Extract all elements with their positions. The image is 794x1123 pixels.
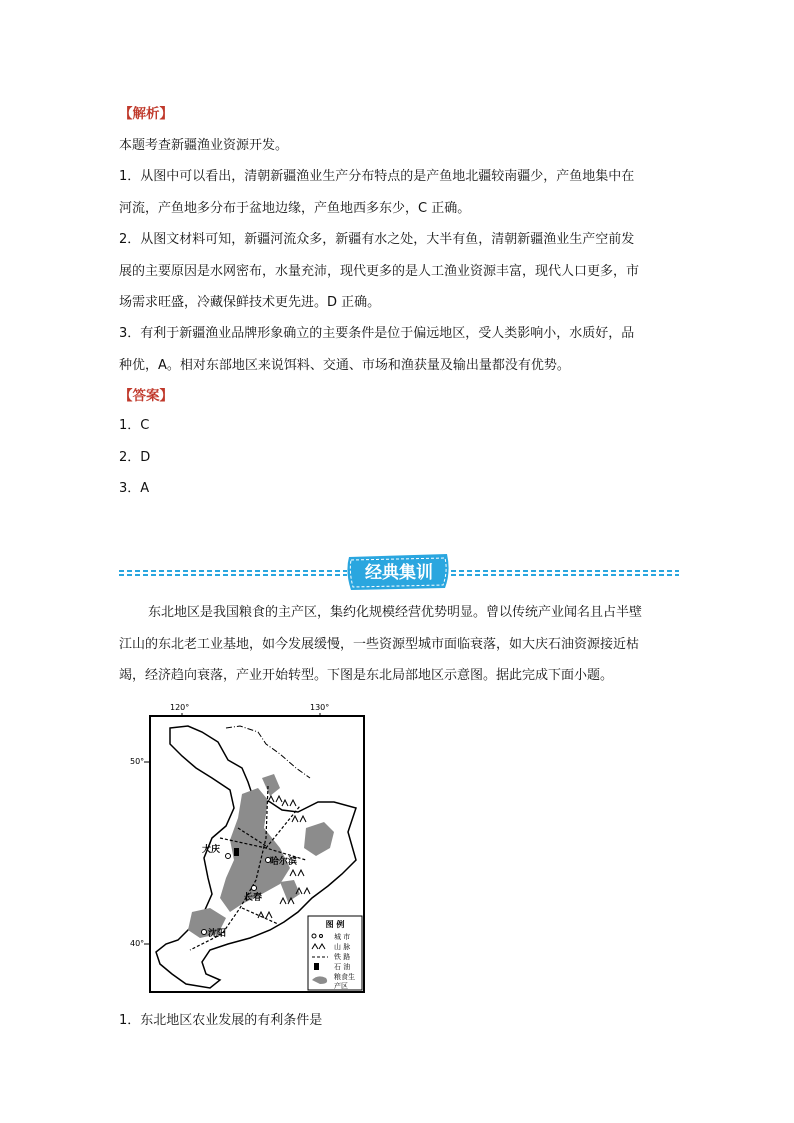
legend-railway: 铁 路 xyxy=(334,953,351,961)
analysis-q3-line2: 种优，A。相对东部地区来说饵料、交通、市场和渔获量及输出量都没有优势。 xyxy=(119,358,570,373)
answer-heading: 【答案】 xyxy=(119,388,173,404)
analysis-q2-line2: 展的主要原因是水网密布，水量充沛，现代更多的是人工渔业资源丰富，现代人口更多，市 xyxy=(119,264,640,279)
legend-title: 图 例 xyxy=(325,920,345,929)
label-lat-40: 40° xyxy=(130,939,145,948)
legend-mountain: 山 脉 xyxy=(334,943,351,951)
legend-grain-1: 粮食生 xyxy=(334,973,355,981)
analysis-q2-line1: 2．从图文材料可知，新疆河流众多，新疆有水之处，大半有鱼，清朝新疆渔业生产空前发 xyxy=(119,232,635,247)
analysis-intro: 本题考查新疆渔业资源开发。 xyxy=(119,138,289,153)
map-legend xyxy=(308,916,362,990)
northeast-map xyxy=(130,698,370,998)
question-1: 1．东北地区农业发展的有利条件是 xyxy=(119,1013,323,1028)
passage-line3: 竭，经济趋向衰落，产业开始转型。下图是东北局部地区示意图。据此完成下面小题。 xyxy=(119,668,614,683)
city-harbin: 哈尔滨 xyxy=(270,857,298,867)
banner-title: 经典集训 xyxy=(365,563,433,583)
answer-1: 1．C xyxy=(119,418,150,433)
legend-grain-2: 产区 xyxy=(334,982,348,990)
oil-icon xyxy=(234,848,239,856)
label-lon-130: 130° xyxy=(310,703,330,712)
analysis-q3-line1: 3．有利于新疆渔业品牌形象确立的主要条件是位于偏远地区，受人类影响小，水质好，品 xyxy=(119,326,635,341)
analysis-q1-line1: 1．从图中可以看出，清朝新疆渔业生产分布特点的是产鱼地北疆较南疆少，产鱼地集中在 xyxy=(119,169,635,184)
answer-2: 2．D xyxy=(119,450,151,465)
city-shenyang: 沈阳 xyxy=(208,929,227,939)
analysis-q2-line3: 场需求旺盛，冷藏保鲜技术更先进。D 正确。 xyxy=(119,295,381,310)
section-banner xyxy=(119,552,679,592)
label-lat-50: 50° xyxy=(130,757,145,766)
city-changchun: 长春 xyxy=(244,893,263,903)
legend-oil: 石 油 xyxy=(334,963,351,971)
analysis-heading: 【解析】 xyxy=(119,106,173,122)
label-lon-120: 120° xyxy=(170,703,190,712)
passage-line1: 东北地区是我国粮食的主产区，集约化规模经营优势明显。曾以传统产业闻名且占半壁 xyxy=(148,605,643,620)
passage-line2: 江山的东北老工业基地，如今发展缓慢，一些资源型城市面临衰落，如大庆石油资源接近枯 xyxy=(119,637,640,652)
city-daqing: 大庆 xyxy=(202,845,221,855)
answer-3: 3．A xyxy=(119,481,150,496)
analysis-q1-line2: 河流，产鱼地多分布于盆地边缘，产鱼地西多东少，C 正确。 xyxy=(119,201,471,216)
legend-city: 城 市 xyxy=(334,933,351,941)
